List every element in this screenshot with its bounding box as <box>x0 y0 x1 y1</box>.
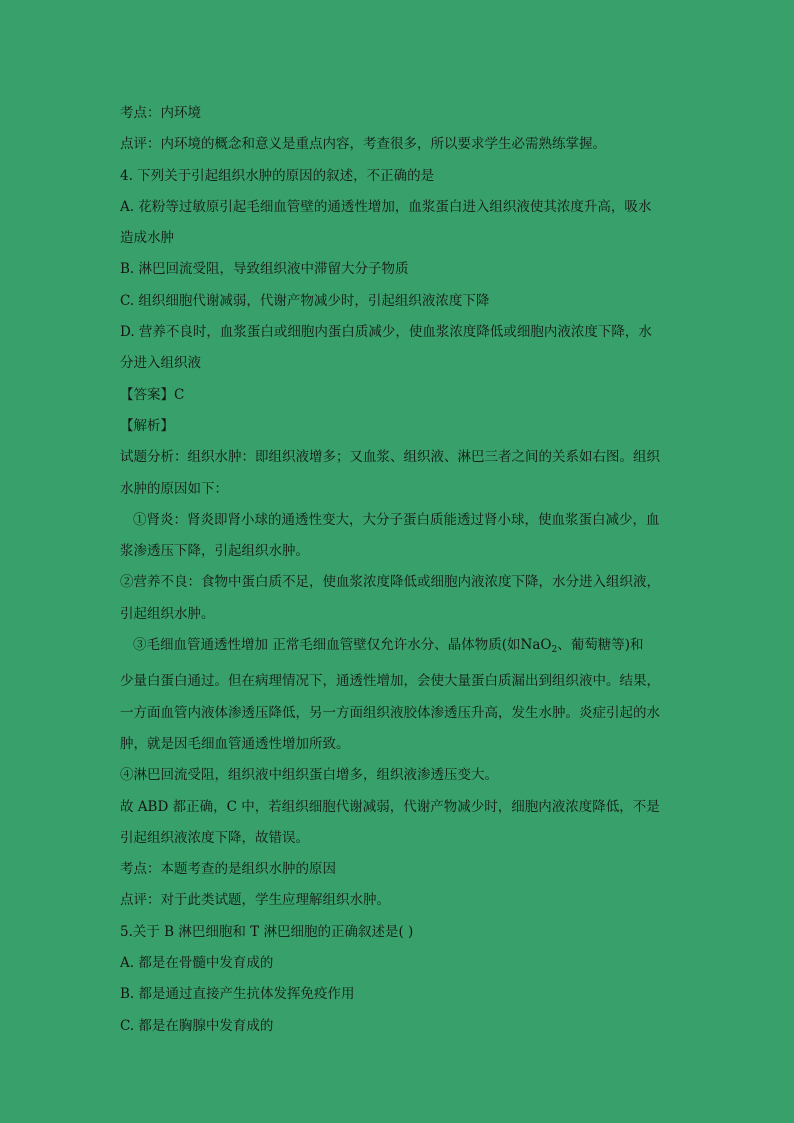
question-5-option-b: B. 都是通过直接产生抗体发挥免疫作用 <box>120 986 355 1003</box>
analysis-point-3-text-end: 、葡萄糖等)和 <box>557 637 644 654</box>
analysis-point-3 <box>120 630 680 666</box>
analysis-point-3-cont-3: 肿，就是因毛细血管通透性增加所致。 <box>120 735 350 752</box>
subscript-2: 2 <box>551 645 558 656</box>
analysis-intro: 试题分析：组织水肿：即组织液增多；又血浆、组织液、淋巴三者之间的关系如右图。组织 <box>120 449 660 466</box>
question-4-option-d-cont: 分进入组织液 <box>120 355 201 372</box>
analysis-heading: 【解析】 <box>120 417 174 434</box>
analysis-point-2: ②营养不良：食物中蛋白质不足，使血浆浓度降低或细胞内液浓度下降，水分进入组织液， <box>120 574 660 591</box>
analysis-point-3-cont-2: 一方面血管内液体渗透压降低，另一方面组织液胶体渗透压升高，发生水肿。炎症引起的水 <box>120 704 660 721</box>
analysis-point-3-cont-1: 少量白蛋白通过。但在病理情况下，通透性增加，会使大量蛋白质漏出到组织液中。结果， <box>120 673 660 690</box>
kaodian-line: 考点：内环境 <box>120 105 201 121</box>
analysis-point-2-cont: 引起组织水肿。 <box>120 605 215 622</box>
analysis-point-1: ①肾炎：肾炎即肾小球的通透性变大，大分子蛋白质能透过肾小球，使血浆蛋白减少，血 <box>133 511 660 528</box>
analysis-conclusion: 故 ABD 都正确，C 中，若组织细胞代谢减弱，代谢产物减少时，细胞内液浓度降低，不是 <box>120 798 660 815</box>
analysis-conclusion-cont: 引起组织液浓度下降，故错误。 <box>120 829 309 846</box>
question-4-option-c: C. 组织细胞代谢减弱，代谢产物减少时，引起组织液浓度下降 <box>120 292 490 309</box>
analysis-point-4: ④淋巴回流受阻，组织液中组织蛋白增多，组织液渗透压变大。 <box>120 767 498 784</box>
dianping-line: 点评：内环境的概念和意义是重点内容，考查很多，所以要求学生必需熟练掌握。 <box>120 136 606 153</box>
analysis-intro-cont: 水肿的原因如下： <box>120 480 228 497</box>
question-4-option-b: B. 淋巴回流受阻，导致组织液中滞留大分子物质 <box>120 261 409 278</box>
question-5-option-c: C. 都是在胸腺中发育成的 <box>120 1017 274 1034</box>
question-4-stem: 4. 下列关于引起组织水肿的原因的叙述，不正确的是 <box>120 167 435 184</box>
dianping-line-2: 点评：对于此类试题，学生应理解组织水肿。 <box>120 892 390 909</box>
analysis-point-3-text: ③毛细血管通透性增加 正常毛细血管壁仅允许水分、晶体物质(如NaO <box>133 637 552 654</box>
question-5-option-a: A. 都是在骨髓中发育成的 <box>120 955 274 972</box>
analysis-point-1-cont: 浆渗透压下降，引起组织水肿。 <box>120 543 309 560</box>
question-5-stem: 5.关于 B 淋巴细胞和 T 淋巴细胞的正确叙述是( ) <box>120 923 414 940</box>
question-4-option-a-cont: 造成水肿 <box>120 230 174 247</box>
page-content <box>120 98 680 1042</box>
kaodian-line-2: 考点：本题考查的是组织水肿的原因 <box>120 861 336 878</box>
question-4-option-a: A. 花粉等过敏原引起毛细血管壁的通透性增加，血浆蛋白进入组织液使其浓度升高，吸水 <box>120 198 652 215</box>
question-4-option-d: D. 营养不良时，血浆蛋白或细胞内蛋白质减少，使血浆浓度降低或细胞内液浓度下降，水 <box>120 324 652 341</box>
answer-line: 【答案】C <box>120 386 185 403</box>
